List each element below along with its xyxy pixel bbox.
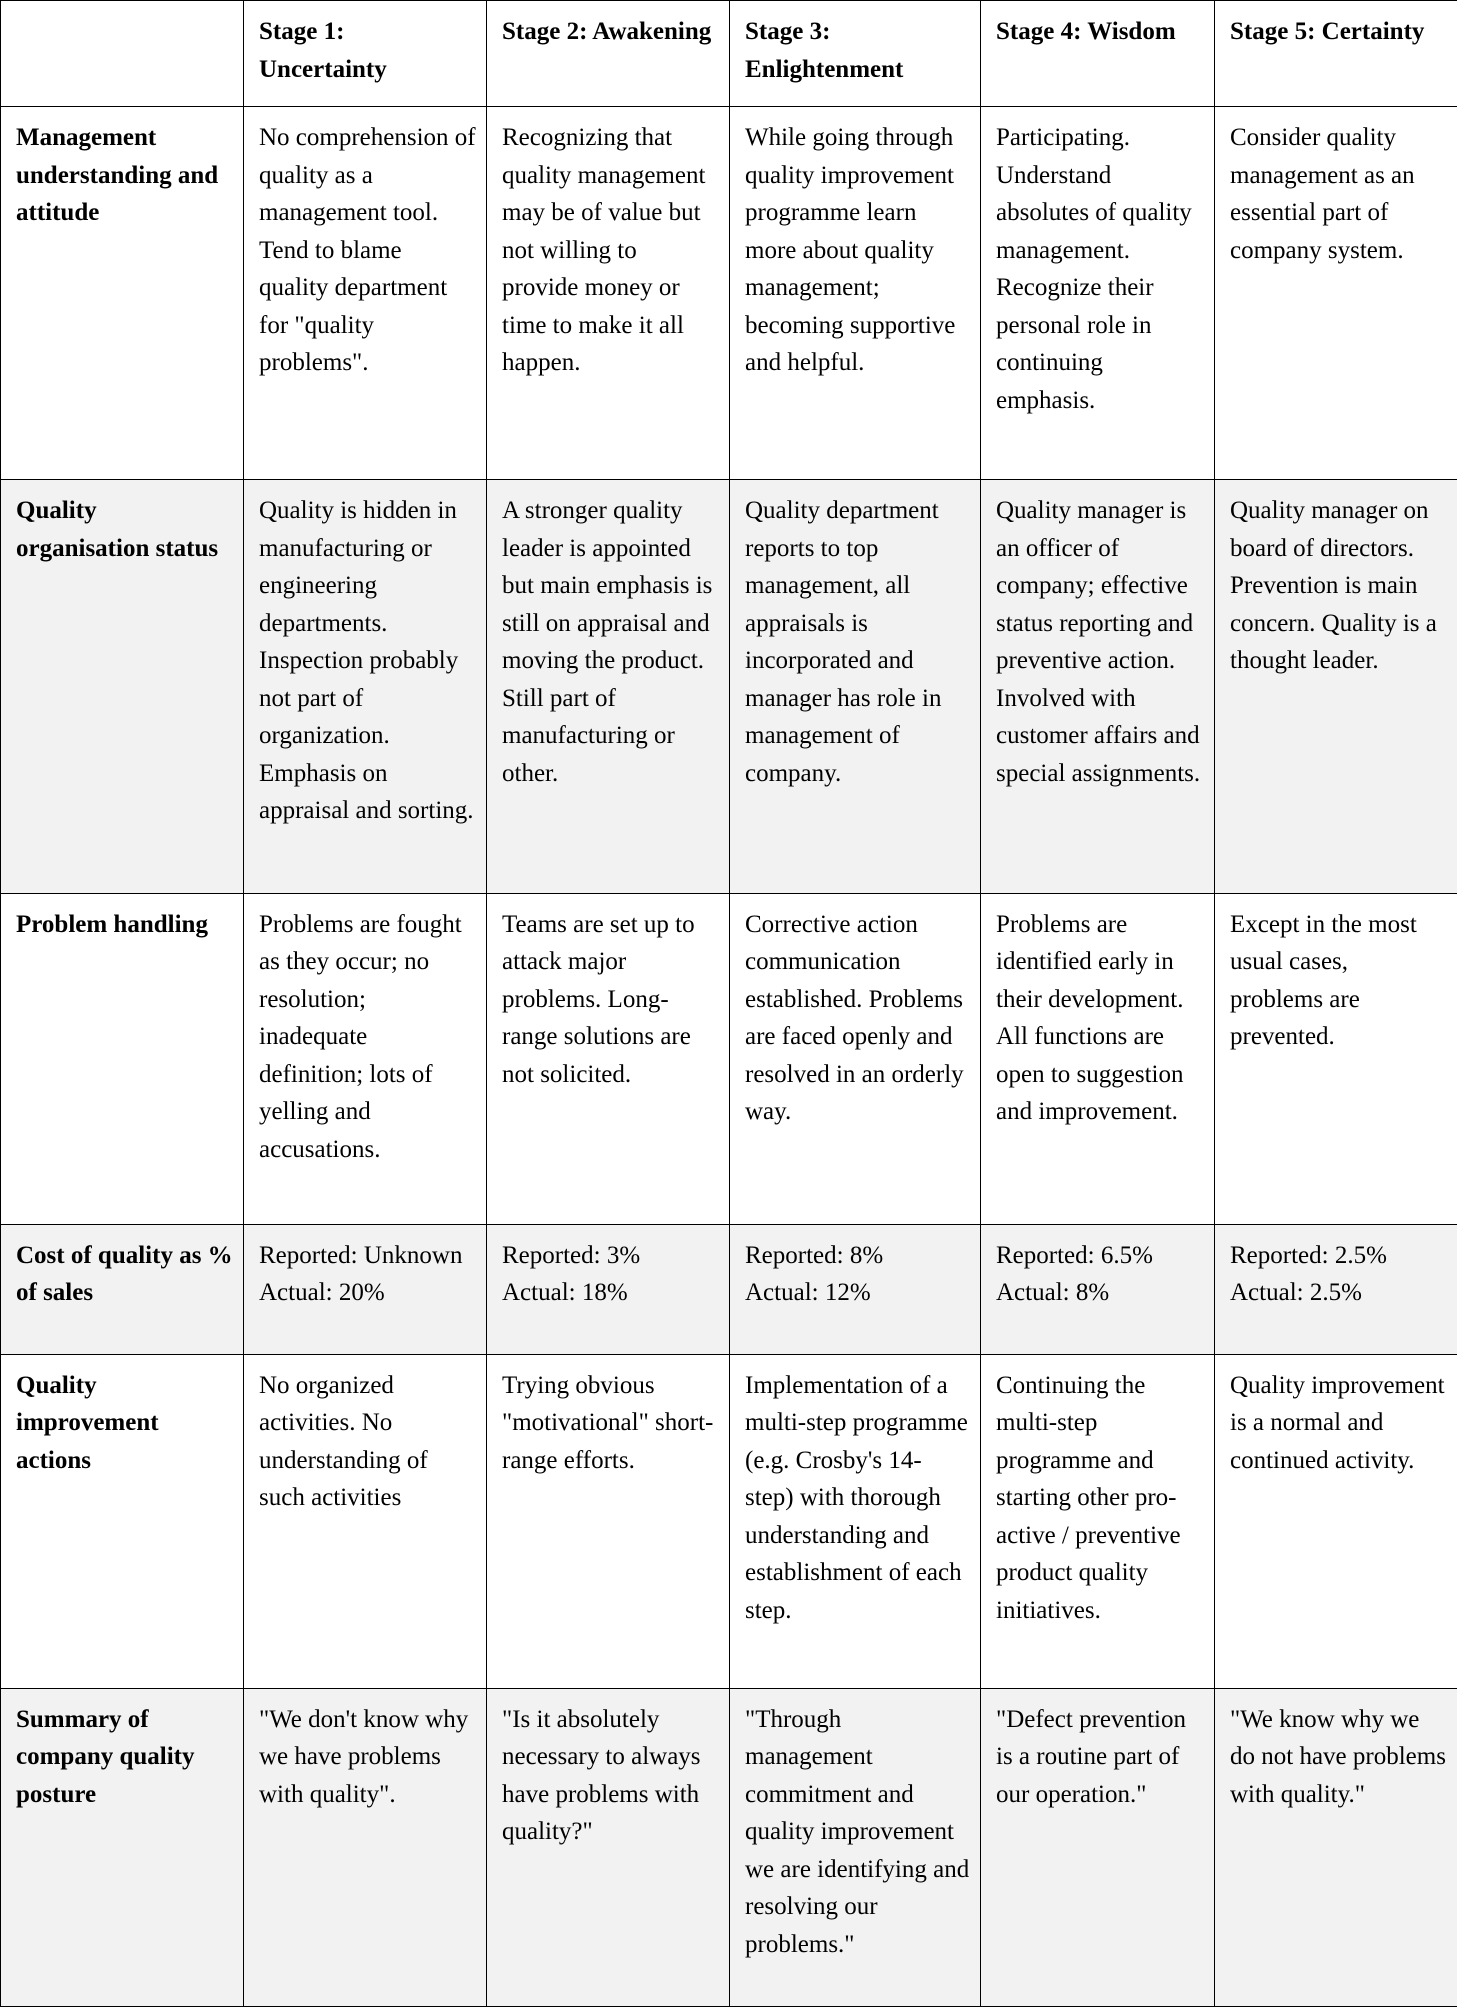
table-cell: Quality manager on board of directors. Prevention is main concern. Quality is a thought leader. (1215, 480, 1457, 893)
stage-header: Stage 3: Enlightenment (730, 1, 981, 107)
row-label: Quality organisation status (1, 480, 244, 893)
table-row (1, 1224, 1457, 1354)
table-cell: Reported: 8% Actual: 12% (730, 1224, 981, 1354)
table-cell: Reported: 2.5% Actual: 2.5% (1215, 1224, 1457, 1354)
row-label: Management understanding and attitude (1, 107, 244, 480)
table-cell: No organized activities. No understanding of such activities (244, 1354, 487, 1688)
table-cell: Participating. Understand absolutes of quality management. Recognize their personal role in continuing emphasis. (981, 107, 1215, 480)
table-cell: While going through quality improvement programme learn more about quality management; becoming supportive and helpful. (730, 107, 981, 480)
table-cell: "We know why we do not have problems with quality." (1215, 1688, 1457, 2006)
table-row (1, 1688, 1457, 2006)
table-cell: Corrective action communication established. Problems are faced openly and resolved in an orderly way. (730, 893, 981, 1224)
table-row (1, 480, 1457, 893)
table-cell: "We don't know why we have problems with quality". (244, 1688, 487, 2006)
table-cell: A stronger quality leader is appointed but main emphasis is still on appraisal and moving the product. Still part of manufacturing or other. (487, 480, 730, 893)
table-row (1, 1354, 1457, 1688)
table-cell: Continuing the multi-step programme and starting other pro-active / preventive product quality initiatives. (981, 1354, 1215, 1688)
table-cell: Problems are fought as they occur; no resolution; inadequate definition; lots of yelling and accusations. (244, 893, 487, 1224)
stage-header: Stage 5: Certainty (1215, 1, 1457, 107)
table-cell: "Is it absolutely necessary to always have problems with quality?" (487, 1688, 730, 2006)
table-cell: Quality improvement is a normal and continued activity. (1215, 1354, 1457, 1688)
table-row (1, 107, 1457, 480)
row-label: Cost of quality as % of sales (1, 1224, 244, 1354)
table-cell: Except in the most usual cases, problems are prevented. (1215, 893, 1457, 1224)
row-label: Problem handling (1, 893, 244, 1224)
table-cell: "Through management commitment and quality improvement we are identifying and resolving our problems." (730, 1688, 981, 2006)
table-cell: No comprehension of quality as a management tool. Tend to blame quality department for "quality problems". (244, 107, 487, 480)
table-cell: Recognizing that quality management may be of value but not willing to provide money or time to make it all happen. (487, 107, 730, 480)
table-cell: Quality manager is an officer of company; effective status reporting and preventive action. Involved with customer affairs and special assignments. (981, 480, 1215, 893)
table-cell: Consider quality management as an essential part of company system. (1215, 107, 1457, 480)
table-cell: Reported: Unknown Actual: 20% (244, 1224, 487, 1354)
table-cell: Quality department reports to top management, all appraisals is incorporated and manager has role in management of company. (730, 480, 981, 893)
table-cell: Trying obvious "motivational" short-range efforts. (487, 1354, 730, 1688)
table-cell: Teams are set up to attack major problems. Long-range solutions are not solicited. (487, 893, 730, 1224)
table-cell: "Defect prevention is a routine part of our operation." (981, 1688, 1215, 2006)
table-cell: Quality is hidden in manufacturing or engineering departments. Inspection probably not part of organization. Emphasis on appraisal and sorting. (244, 480, 487, 893)
table-cell: Reported: 6.5% Actual: 8% (981, 1224, 1215, 1354)
table-cell: Problems are identified early in their development. All functions are open to suggestion and improvement. (981, 893, 1215, 1224)
row-label: Summary of company quality posture (1, 1688, 244, 2006)
table-cell: Implementation of a multi-step programme (e.g. Crosby's 14-step) with thorough understanding and establishment of each step. (730, 1354, 981, 1688)
stage-header: Stage 1: Uncertainty (244, 1, 487, 107)
corner-cell (1, 1, 244, 107)
row-label: Quality improvement actions (1, 1354, 244, 1688)
stage-header: Stage 4: Wisdom (981, 1, 1215, 107)
header-row (1, 1, 1457, 107)
stage-header: Stage 2: Awakening (487, 1, 730, 107)
table-row (1, 893, 1457, 1224)
table-cell: Reported: 3% Actual: 18% (487, 1224, 730, 1354)
